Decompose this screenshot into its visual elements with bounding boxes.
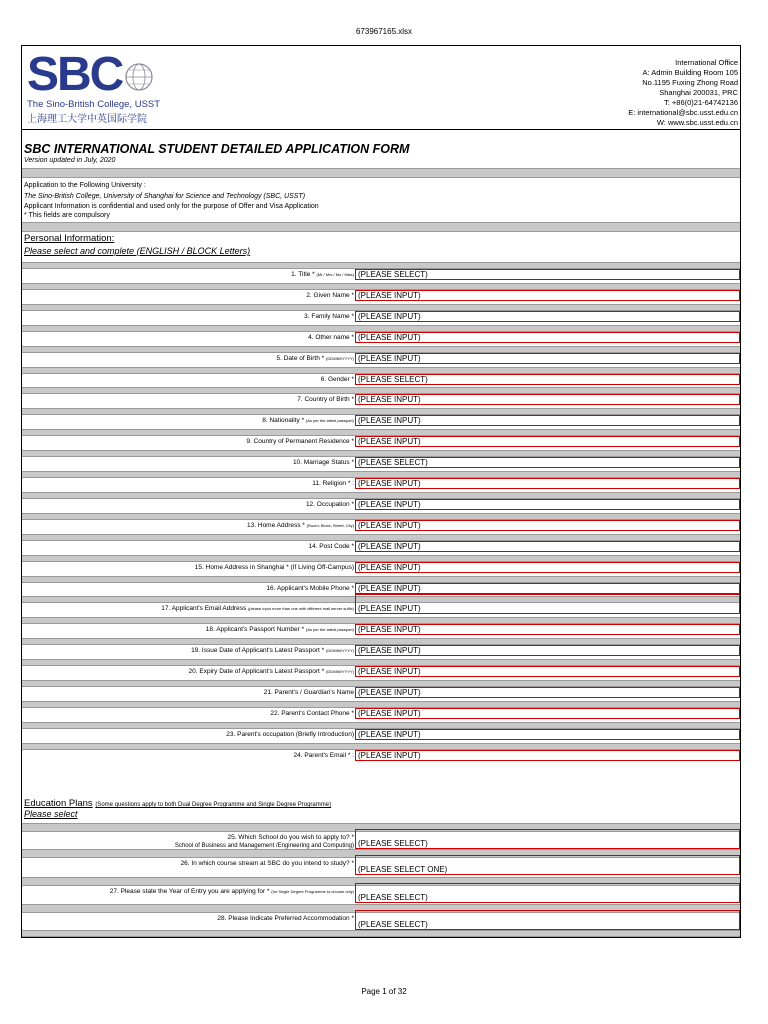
field-label xyxy=(217,914,354,923)
form-row xyxy=(22,888,740,903)
field-input-cell[interactable]: (PLEASE INPUT) xyxy=(355,499,740,510)
row-separator-band xyxy=(22,638,740,645)
row-separator-band xyxy=(22,701,740,708)
field-label-note: (DD/MM/YYYY) xyxy=(326,648,354,653)
logo-mark: SBC xyxy=(27,48,123,101)
education-heading-text: Education Plans xyxy=(24,798,93,809)
row-separator-band xyxy=(22,722,740,729)
row-separator-band xyxy=(22,429,740,436)
field-label-text: 12. Occupation * xyxy=(305,501,354,508)
form-row xyxy=(22,751,740,761)
contact-address-2: No.1195 Fuxing Zhong Road xyxy=(642,78,738,87)
row-separator-band xyxy=(22,346,740,353)
field-input-cell[interactable]: (PLEASE INPUT) xyxy=(355,594,740,614)
contact-phone: T: +86(0)21-64742136 xyxy=(663,98,738,107)
globe-icon xyxy=(125,55,155,99)
field-label-text: 6. Gender * xyxy=(320,376,354,383)
field-label xyxy=(294,751,355,760)
form-row xyxy=(22,500,740,510)
row-separator-band xyxy=(22,450,740,457)
personal-heading xyxy=(24,233,114,244)
field-label-text: 21. Parent's / Guardian's Name xyxy=(263,689,354,696)
field-label-text: 24. Parent's Email * : xyxy=(293,752,354,759)
field-label-text: 23. Parent's occupation (Briefly Introduction) xyxy=(226,731,354,738)
field-label xyxy=(228,833,354,842)
field-label-text: 14. Post Code * xyxy=(308,543,354,550)
form-row xyxy=(22,354,740,364)
field-label xyxy=(191,646,354,655)
form-row xyxy=(22,312,740,322)
contact-address-3: Shanghai 200031, PRC xyxy=(659,88,738,97)
application-sheet xyxy=(21,45,741,938)
row-separator-band xyxy=(22,680,740,687)
row-separator-band xyxy=(22,617,740,624)
field-label-text: 9. Country of Permanent Residence * xyxy=(246,438,354,445)
row-separator-band xyxy=(22,471,740,478)
row-separator-band xyxy=(22,492,740,499)
form-row xyxy=(22,667,740,677)
field-input-cell[interactable]: (PLEASE INPUT) xyxy=(355,541,740,552)
field-label xyxy=(262,416,354,425)
form-row xyxy=(22,584,740,594)
form-row xyxy=(22,333,740,343)
row-separator-band xyxy=(22,513,740,520)
field-label xyxy=(293,458,354,467)
field-input-cell[interactable]: (PLEASE INPUT) xyxy=(355,750,740,761)
field-input-cell[interactable]: (PLEASE INPUT) xyxy=(355,415,740,426)
intro-line-4: * This fields are compulsory xyxy=(24,212,110,219)
field-label-note: (Room; Block; Street; City) xyxy=(306,523,354,528)
header-divider xyxy=(22,129,740,130)
field-label xyxy=(161,604,354,613)
field-label-note: (for Single Degree Programme to choose only) xyxy=(271,889,354,894)
form-row xyxy=(22,375,740,385)
divider-band xyxy=(22,222,740,232)
row-separator-band xyxy=(22,408,740,415)
field-label xyxy=(226,730,354,739)
field-label-text: 26. In which course stream at SBC do you intend to study? * xyxy=(180,860,354,867)
field-label-text: 22. Parent's Contact Phone * xyxy=(270,710,354,717)
field-label-text: 3. Family Name * xyxy=(304,313,354,320)
field-label xyxy=(306,291,354,300)
field-label-text: 1. Title * xyxy=(291,271,315,278)
form-row xyxy=(22,730,740,740)
intro-line-1: Application to the Following University : xyxy=(24,182,146,189)
field-label-note: (DD/MM/YYYY) xyxy=(326,669,354,674)
field-input-cell[interactable]: (PLEASE SELECT) xyxy=(355,829,740,849)
field-label-text: 8. Nationality * xyxy=(262,417,305,424)
field-label-text: 7. Country of Birth * xyxy=(297,396,354,403)
field-input-cell[interactable]: (PLEASE INPUT) xyxy=(355,520,740,531)
contact-web: W: www.sbc.usst.edu.cn xyxy=(656,118,738,127)
field-input-cell[interactable]: (PLEASE INPUT) xyxy=(355,708,740,719)
field-label xyxy=(297,395,354,404)
form-row xyxy=(22,437,740,447)
field-label xyxy=(247,521,354,530)
field-label xyxy=(321,375,354,384)
field-input-cell[interactable]: (PLEASE SELECT) xyxy=(355,910,740,930)
form-row xyxy=(22,563,740,573)
field-label-text: 20. Expiry Date of Applicant's Latest Passport * xyxy=(188,668,325,675)
form-row xyxy=(22,625,740,635)
form-row xyxy=(22,646,740,656)
sbc-logo xyxy=(27,48,187,125)
field-label xyxy=(308,333,354,342)
field-label-text: 25. Which School do you wish to apply to? * xyxy=(227,834,354,841)
field-label xyxy=(312,479,354,488)
field-input-cell[interactable]: (PLEASE INPUT) xyxy=(355,436,740,447)
field-label xyxy=(306,500,354,509)
field-input-cell[interactable]: (PLEASE INPUT) xyxy=(355,311,740,322)
field-label xyxy=(308,542,354,551)
row-separator-band xyxy=(22,387,740,394)
row-separator-band xyxy=(22,304,740,311)
field-label xyxy=(270,709,354,718)
field-input-cell[interactable]: (PLEASE INPUT) xyxy=(355,583,740,594)
intro-line-2: The Sino-British College, University of Shanghai for Science and Technology (SBC, USST) xyxy=(24,193,306,200)
field-input-cell[interactable]: (PLEASE INPUT) xyxy=(355,394,740,405)
form-row xyxy=(22,458,740,468)
personal-subheading: Please select and complete (ENGLISH / BLOCK Letters) xyxy=(24,246,251,256)
row-separator-band xyxy=(22,262,740,269)
form-row xyxy=(22,860,740,875)
form-row xyxy=(22,542,740,552)
row-separator-band xyxy=(22,555,740,562)
page-number: Page 1 of 32 xyxy=(361,987,407,996)
education-subheading: Please select xyxy=(24,809,78,819)
field-label-text: 16. Applicant's Mobile Phone * xyxy=(266,585,354,592)
contact-address-1: A: Admin Building Room 105 xyxy=(642,68,738,77)
field-label xyxy=(195,563,354,572)
field-input-cell[interactable]: (PLEASE INPUT) xyxy=(355,290,740,301)
form-row xyxy=(22,915,740,930)
field-label-note: (Mr / Mrs / Ms / Miss) xyxy=(316,272,354,277)
field-label-text: 4. Other name * xyxy=(308,334,354,341)
field-input-cell[interactable]: (PLEASE INPUT) xyxy=(355,332,740,343)
field-input-cell[interactable]: (PLEASE INPUT) xyxy=(355,687,740,698)
row-separator-band xyxy=(22,659,740,666)
field-input-cell[interactable]: (PLEASE INPUT) xyxy=(355,645,740,656)
field-label-text: 19. Issue Date of Applicant's Latest Passport * xyxy=(191,647,325,654)
education-heading xyxy=(24,798,331,809)
personal-heading-text: Personal Information: xyxy=(24,233,115,244)
form-row xyxy=(22,834,740,849)
field-label xyxy=(110,887,354,896)
form-row xyxy=(22,416,740,426)
field-input-cell[interactable]: (PLEASE INPUT) xyxy=(355,666,740,677)
field-input-cell[interactable]: (PLEASE INPUT) xyxy=(355,562,740,573)
row-separator-band xyxy=(22,367,740,374)
field-label-text: 27. Please state the Year of Entry you are applying for * xyxy=(109,888,270,895)
form-row xyxy=(22,291,740,301)
field-label-note: (DD/MM/YYYY) xyxy=(326,356,354,361)
contact-block xyxy=(628,58,738,128)
intro-line-3: Applicant Information is confidential and used only for the purpose of Offer and Visa Application xyxy=(24,203,319,210)
field-input-cell[interactable]: (PLEASE SELECT ONE) xyxy=(355,855,740,875)
field-label xyxy=(246,437,354,446)
field-label xyxy=(189,667,354,676)
field-label xyxy=(206,625,354,634)
row-separator-band xyxy=(22,534,740,541)
field-label xyxy=(276,354,354,363)
form-version: Version updated in July, 2020 xyxy=(24,157,116,164)
form-row xyxy=(22,521,740,531)
field-label-text: 18. Applicant's Passport Number * xyxy=(205,626,305,633)
field-label-text: 5. Date of Birth * xyxy=(276,355,325,362)
field-label-text: 10. Marriage Status * xyxy=(292,459,354,466)
field-label-text: 17. Applicant's Email Address xyxy=(161,605,247,612)
field-label-note: (As per the latest passport) xyxy=(305,418,354,423)
education-heading-note: (Some questions apply to both Dual Degree Programme and Single Degree Programme) xyxy=(95,802,332,808)
contact-office: International Office xyxy=(675,58,738,67)
field-sublabel: School of Business and Management /Engineering and Computing) xyxy=(174,843,354,849)
field-input-cell[interactable]: (PLEASE SELECT) xyxy=(355,374,740,385)
field-label-note: (As per the latest passport) xyxy=(305,627,354,632)
field-input-cell[interactable]: (PLEASE SELECT) xyxy=(355,457,740,468)
contact-email: E: international@sbc.usst.edu.cn xyxy=(628,108,738,117)
file-name: 673967165.xlsx xyxy=(355,27,413,36)
field-input-cell[interactable]: (PLEASE SELECT) xyxy=(355,883,740,903)
row-separator-band xyxy=(22,743,740,750)
form-row xyxy=(22,604,740,614)
field-label xyxy=(291,270,354,279)
logo-english-name: The Sino-British College, USST xyxy=(27,99,161,110)
field-input-cell[interactable]: (PLEASE INPUT) xyxy=(355,353,740,364)
field-input-cell[interactable]: (PLEASE INPUT) xyxy=(355,624,740,635)
field-label xyxy=(181,859,354,868)
field-label-text: 15. Home Address in Shanghai * (If Living Off-Campus) xyxy=(194,564,354,571)
field-label xyxy=(264,688,354,697)
field-label-text: 28. Please Indicate Preferred Accommodation * xyxy=(217,915,354,922)
field-label-text: 11. Religion * : xyxy=(312,480,354,487)
row-separator-band xyxy=(22,325,740,332)
row-separator-band xyxy=(22,930,740,937)
field-label xyxy=(304,312,354,321)
form-row xyxy=(22,479,740,489)
form-row xyxy=(22,395,740,405)
field-label-text: 13. Home Address * xyxy=(247,522,305,529)
row-separator-band xyxy=(22,283,740,290)
field-input-cell[interactable]: (PLEASE SELECT) xyxy=(355,269,740,280)
field-input-cell[interactable]: (PLEASE INPUT) xyxy=(355,729,740,740)
field-input-cell[interactable]: (PLEASE INPUT) xyxy=(355,478,740,489)
logo-chinese-name: 上海理工大学中英国际学院 xyxy=(27,114,147,125)
form-row xyxy=(22,709,740,719)
divider-band xyxy=(22,168,740,178)
form-row xyxy=(22,270,740,280)
form-row xyxy=(22,688,740,698)
field-label xyxy=(266,584,354,593)
form-title: SBC INTERNATIONAL STUDENT DETAILED APPLICATION FORM xyxy=(24,142,410,156)
field-label-text: 2. Given Name * xyxy=(306,292,354,299)
row-separator-band xyxy=(22,576,740,583)
field-label-note: (please input more than one with different mail server suffix) xyxy=(248,606,354,611)
